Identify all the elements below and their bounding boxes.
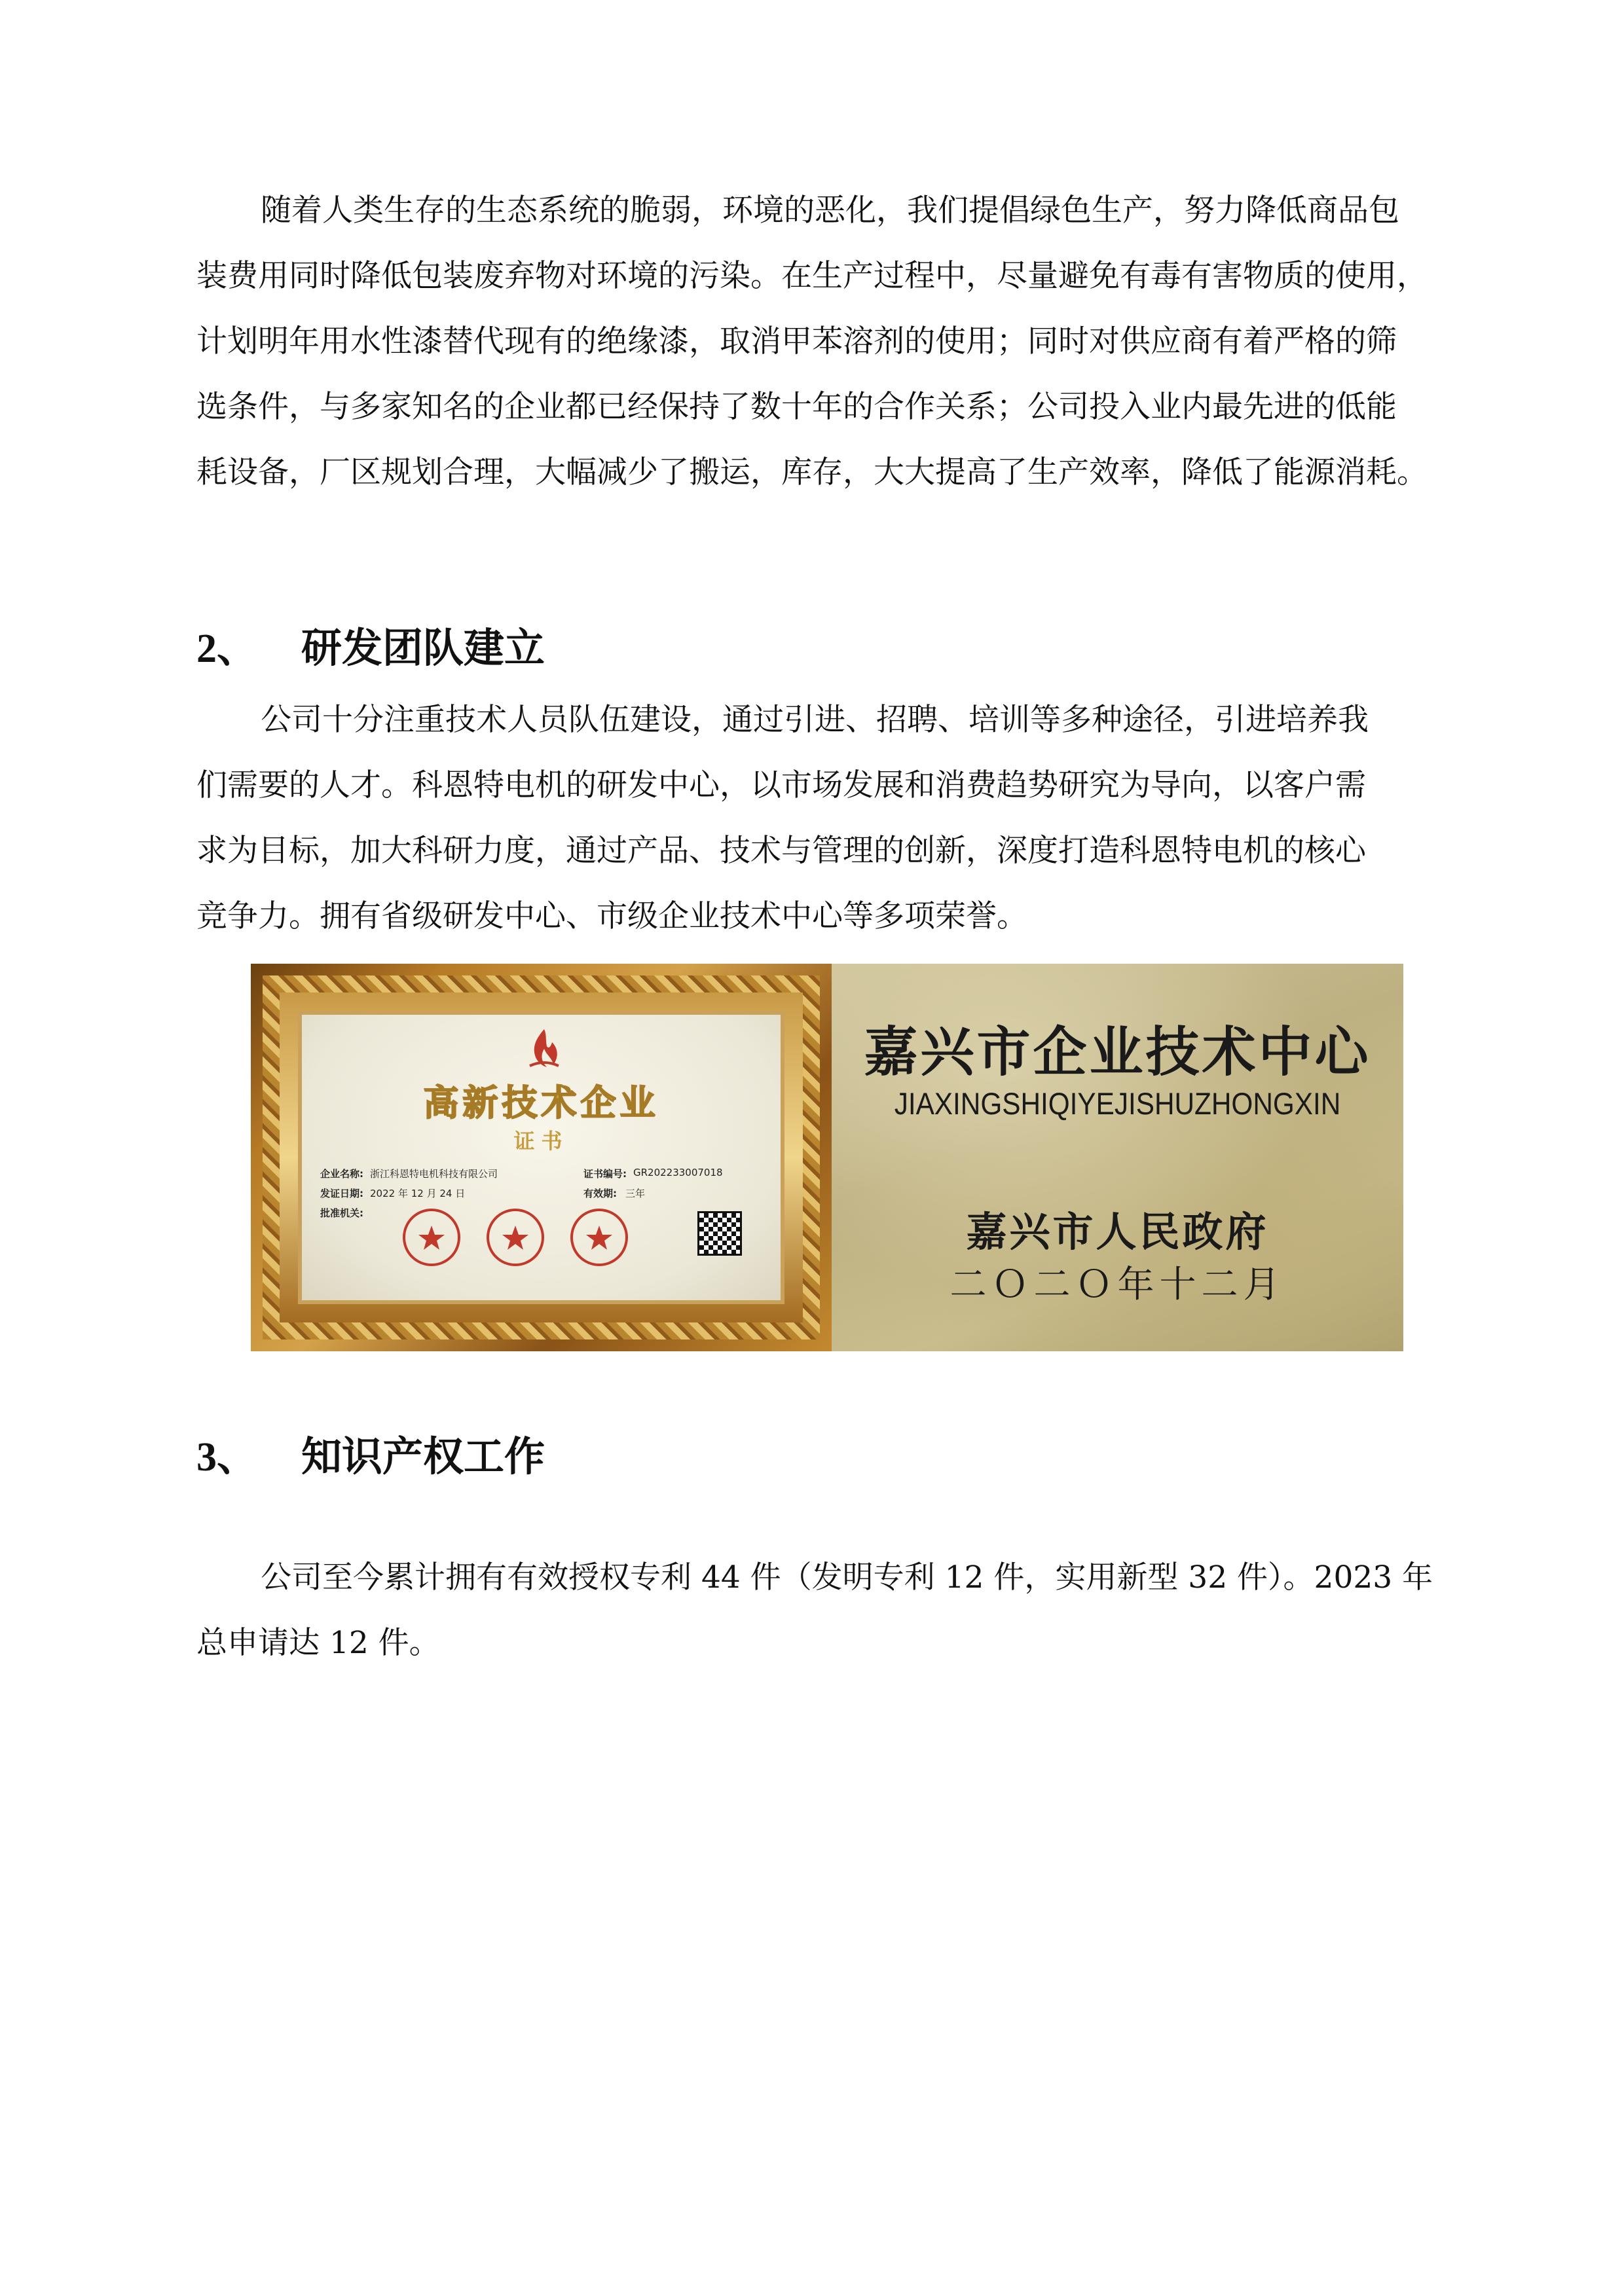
red-seal-1: [400, 1206, 463, 1269]
section-2-heading: [196, 615, 545, 674]
text-line: 求为目标，加大科研力度，通过产品、技术与管理的创新，深度打造科恩特电机的核心: [196, 833, 1366, 869]
intro-paragraph: [196, 178, 1441, 505]
company-label: 企业名称:: [320, 1168, 363, 1180]
cert-no-value: GR202233007018: [633, 1167, 723, 1178]
section-3-paragraph: [196, 1545, 1441, 1676]
red-seal-3: [568, 1206, 631, 1269]
text-line: 计划明年用水性漆替代现有的绝缘漆，取消甲苯溶剂的使用；同时对供应商有着严格的筛: [196, 323, 1397, 359]
section-number: 2、: [196, 627, 258, 671]
issue-date-value: 2022 年 12 月 24 日: [370, 1188, 466, 1199]
company-value: 浙江科恩特电机科技有限公司: [370, 1168, 498, 1180]
text-line: 们需要的人才。科恩特电机的研发中心，以市场发展和消费趋势研究为导向，以客户需: [196, 767, 1366, 803]
section-title: 知识产权工作: [301, 1432, 545, 1480]
plaque-title: 嘉兴市企业技术中心: [864, 1021, 1371, 1084]
plaque-issuer: 嘉兴市人民政府: [966, 1208, 1269, 1256]
text-line: 竞争力。拥有省级研发中心、市级企业技术中心等多项荣誉。: [196, 898, 1027, 934]
text-line: 装费用同时降低包装废弃物对环境的污染。在生产过程中，尽量避免有毒有害物质的使用，: [196, 258, 1428, 294]
plaque-pinyin: JIAXINGSHIQIYEJISHUZHONGXIN: [894, 1086, 1341, 1121]
qr-code-icon: [697, 1211, 742, 1256]
validity-value: 三年: [625, 1188, 646, 1199]
text-line: 总申请达 12 件。: [196, 1625, 440, 1661]
approver-label: 批准机关:: [320, 1207, 363, 1219]
text-line: 选条件，与多家知名的企业都已经保持了数十年的合作关系；公司投入业内最先进的低能: [196, 389, 1397, 425]
section-3-heading: [196, 1424, 545, 1482]
text-line: 公司至今累计拥有有效授权专利 44 件（发明专利 12 件，实用新型 32 件）。2023 年: [261, 1559, 1433, 1595]
issue-date-label: 发证日期:: [320, 1188, 363, 1199]
certificate-subtitle: 证书: [513, 1129, 569, 1154]
certificate-title: 高新技术企业: [423, 1082, 659, 1123]
certificate-paper: [298, 1011, 784, 1304]
cert-no-label: 证书编号:: [583, 1168, 627, 1180]
validity-label: 有效期:: [583, 1188, 617, 1199]
section-number: 3、: [196, 1435, 258, 1480]
text-line: 耗设备，厂区规划合理，大幅减少了搬运，库存，大大提高了生产效率，降低了能源消耗。: [196, 454, 1428, 490]
plaque-date: 二Ｏ二Ｏ年十二月: [950, 1264, 1285, 1306]
red-seal-2: [484, 1206, 547, 1269]
tech-center-plaque-photo: [832, 964, 1403, 1351]
section-title: 研发团队建立: [301, 624, 545, 672]
text-line: 随着人类生存的生态系统的脆弱，环境的恶化，我们提倡绿色生产，努力降低商品包: [261, 192, 1399, 228]
high-tech-certificate-photo: [251, 964, 832, 1351]
text-line: 公司十分注重技术人员队伍建设，通过引进、招聘、培训等多种途径，引进培养我: [261, 702, 1369, 738]
section-2-paragraph: [196, 687, 1441, 949]
honor-photos: [251, 964, 1403, 1351]
flame-emblem-icon: [518, 1027, 570, 1072]
